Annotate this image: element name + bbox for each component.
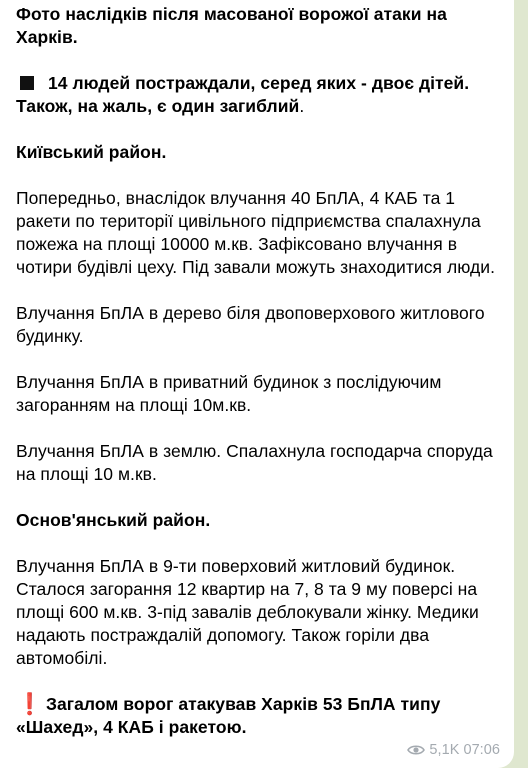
paragraph-apartment: Влучання БпЛА в 9-ти поверховий житловий будинок. Сталося загорання 12 квартир на 7, 8 та 9 му поверсі на площі 600 м.кв. 3-під завалів деблокували жінку. Медики надають постраждалій допомогу. Також горіли два автомобілі. xyxy=(16,556,479,668)
red-exclamation-icon: ❗ xyxy=(16,693,44,716)
district-heading-osnovianskyi: Основ'янський район. xyxy=(16,510,211,530)
chat-background-edge xyxy=(514,0,528,768)
district-heading-kyivskyi: Київський район. xyxy=(16,142,167,162)
victims-text: 14 людей постраждали, серед яких - двоє дітей. Також, на жаль, є один загиблий xyxy=(16,73,470,116)
paragraph-tree: Влучання БпЛА в дерево біля двоповерхового житлового будинку. xyxy=(16,303,485,346)
post-title: Фото наслідків після масованої ворожої атаки на Харків. xyxy=(16,4,447,47)
victims-tail: . xyxy=(299,96,305,116)
message-time: 07:06 xyxy=(463,742,500,758)
summary-text: Загалом ворог атакував Харків 53 БпЛА типу «Шахед», 4 КАБ і ракетою. xyxy=(16,694,441,737)
view-count: 5,1K xyxy=(429,742,460,758)
paragraph-ground: Влучання БпЛА в землю. Спалахнула господарча споруда на площі 10 м.кв. xyxy=(16,441,493,484)
black-square-icon xyxy=(20,76,34,90)
eye-icon xyxy=(407,744,425,756)
paragraph-private-house: Влучання БпЛА в приватний будинок з послідуючим загоранням на площі 10м.кв. xyxy=(16,372,442,415)
victims-paragraph xyxy=(16,72,502,118)
summary-paragraph xyxy=(16,693,502,739)
message-meta xyxy=(407,741,500,759)
paragraph-enterprise: Попередньо, внаслідок влучання 40 БпЛА, 4 КАБ та 1 ракети по території цивільного підприємства спалахнула пожежа на площі 10000 м.кв. Зафіксовано влучання в чотири будівлі цеху. Під завали можуть знаходитися люди. xyxy=(16,188,496,277)
